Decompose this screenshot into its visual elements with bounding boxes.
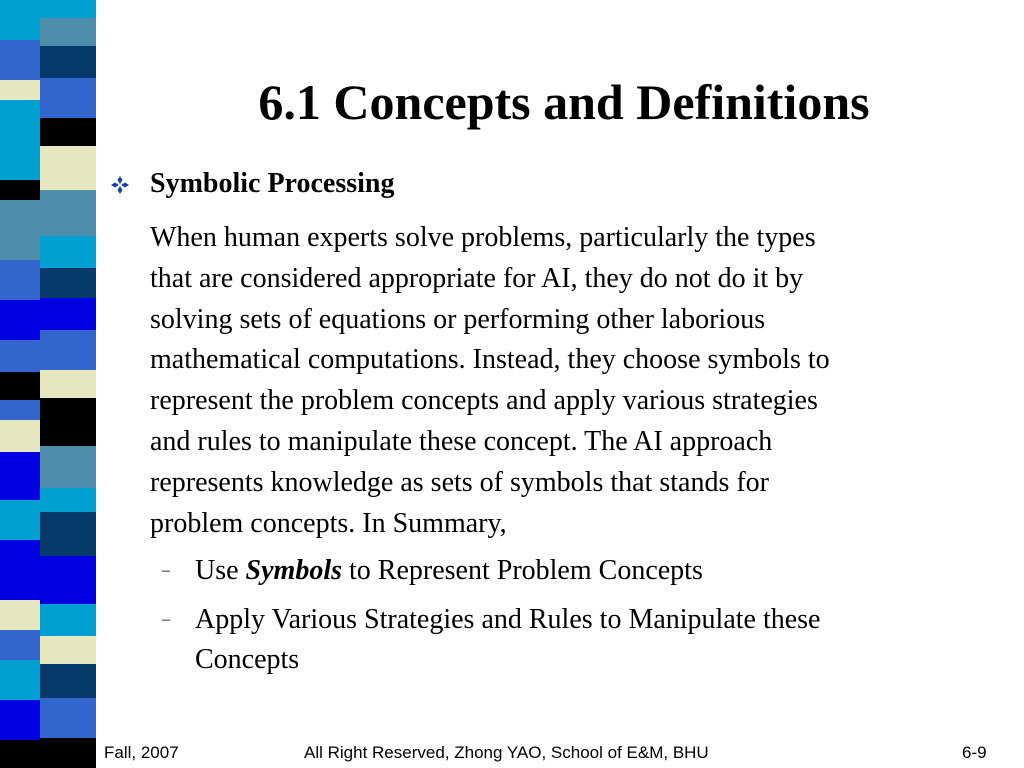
stripe-block: [40, 664, 96, 698]
footer-page-number: 6-9: [962, 743, 987, 762]
stripe-block: [40, 488, 96, 512]
stripe-block-left: [0, 260, 40, 300]
stripe-block: [40, 738, 96, 768]
paragraph-line: mathematical computations. Instead, they choose symbols to: [150, 344, 830, 376]
dash-bullet-icon: –: [162, 611, 170, 628]
paragraph-line: represents knowledge as sets of symbols that stands for: [150, 466, 769, 498]
stripe-block-left: [0, 372, 40, 400]
stripe-block-left: [0, 540, 40, 600]
stripe-block: [40, 0, 96, 18]
paragraph-line: solving sets of equations or performing other laborious: [150, 303, 766, 335]
stripe-block: [40, 236, 96, 268]
stripe-block-left: [0, 180, 40, 200]
stripe-block-left: [0, 300, 40, 340]
body-paragraph: [150, 218, 990, 544]
emphasis-symbols: Symbols: [245, 555, 343, 586]
bullet-heading: Symbolic Processing: [150, 168, 395, 199]
stripe-block-left: [0, 630, 40, 660]
footer-copyright: All Right Reserved, Zhong YAO, School of E&M, BHU: [304, 743, 709, 762]
stripe-block-left: [0, 700, 40, 740]
paragraph-line: problem concepts. In Summary,: [150, 507, 507, 539]
paragraph-line: When human experts solve problems, particularly the types: [150, 222, 816, 253]
stripe-block: [40, 146, 96, 190]
stripe-block-left: [0, 452, 40, 500]
sub-bullet-text: Apply Various Strategies and Rules to Manipulate these Concepts: [195, 604, 821, 675]
stripe-block: [40, 330, 96, 370]
paragraph-line: represent the problem concepts and apply various strategies: [150, 385, 818, 417]
slide-title: 6.1 Concepts and Definitions: [258, 74, 870, 130]
dash-bullet-icon: –: [162, 562, 170, 579]
stripe-block: [40, 398, 96, 446]
paragraph-line: that are considered appropriate for AI, they do not do it by: [150, 262, 804, 294]
stripe-block: [40, 556, 96, 604]
stripe-block: [40, 512, 96, 556]
footer-date: Fall, 2007: [104, 743, 179, 762]
stripe-block-left: [0, 600, 40, 630]
stripe-block: [40, 18, 96, 46]
stripe-block-left: [0, 660, 40, 700]
stripe-block-left: [0, 500, 40, 540]
stripe-block-left: [0, 400, 40, 420]
stripe-block: [40, 190, 96, 236]
stripe-block-left: [0, 200, 40, 260]
stripe-block-left: [0, 0, 40, 40]
stripe-block-left: [0, 420, 40, 452]
stripe-block: [40, 698, 96, 738]
stripe-block: [40, 370, 96, 398]
diamond-bullet-icon: [110, 175, 130, 195]
stripe-block-left: [0, 340, 40, 372]
stripe-block: [40, 604, 96, 636]
stripe-block: [40, 298, 96, 330]
stripe-block: [40, 268, 96, 298]
stripe-block-left: [0, 740, 40, 768]
stripe-block: [40, 446, 96, 488]
sub-bullet-text: Use Symbols to Represent Problem Concepts: [195, 555, 703, 586]
paragraph-line: and rules to manipulate these concept. The AI approach: [150, 425, 773, 457]
stripe-block: [40, 636, 96, 664]
